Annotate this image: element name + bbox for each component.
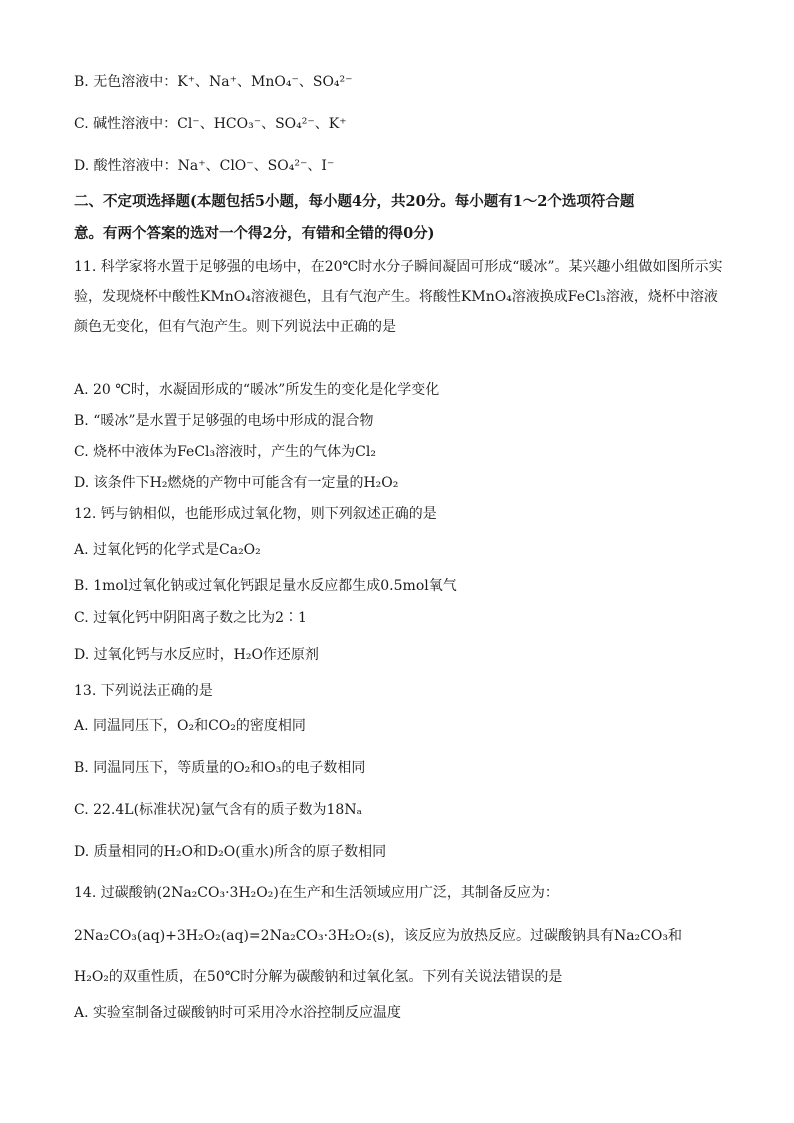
- question-11-stem-line-2: 验，发现烧杯中酸性KMnO₄溶液褪色，且有气泡产生。将酸性KMnO₄溶液换成FeCl₃溶液，烧杯中溶液: [74, 289, 718, 305]
- section-heading-continued: 意。有两个答案的选对一个得2分，有错和全错的得0分): [74, 225, 435, 242]
- option-b-colorless-solution: B. 无色溶液中：K⁺、Na⁺、MnO₄⁻、SO₄²⁻: [74, 74, 353, 90]
- question-11-option-b: B. “暖冰”是水置于足够强的电场中形成的混合物: [74, 413, 374, 429]
- question-12-stem: 12. 钙与钠相似，也能形成过氧化物，则下列叙述正确的是: [74, 506, 437, 522]
- section-heading: 二、不定项选择题(本题包括5小题，每小题4分，共20分。每小题有1～2个选项符合题: [74, 193, 635, 210]
- question-14-stem-line-3: H₂O₂的双重性质，在50℃时分解为碳酸钠和过氧化氢。下列有关说法错误的是: [74, 969, 563, 985]
- question-13-option-b: B. 同温同压下，等质量的O₂和O₃的电子数相同: [74, 760, 366, 776]
- option-c-basic-solution: C. 碱性溶液中：Cl⁻、HCO₃⁻、SO₄²⁻、K⁺: [74, 116, 347, 132]
- question-12-option-d: D. 过氧化钙与水反应时，H₂O作还原剂: [74, 647, 319, 663]
- question-13-option-c: C. 22.4L(标准状况)氩气含有的质子数为18Nₐ: [74, 802, 362, 818]
- question-14-reaction-equation: 2Na₂CO₃(aq)+3H₂O₂(aq)=2Na₂CO₃·3H₂O₂(s)，该反应为放热反应。过碳酸钠具有Na₂CO₃和: [74, 928, 682, 944]
- question-13-stem: 13. 下列说法正确的是: [74, 683, 213, 699]
- question-14-stem: 14. 过碳酸钠(2Na₂CO₃·3H₂O₂)在生产和生活领域应用广泛，其制备反应为：: [74, 885, 559, 901]
- question-13-option-a: A. 同温同压下，O₂和CO₂的密度相同: [74, 718, 306, 734]
- question-12-option-b: B. 1mol过氧化钠或过氧化钙跟足量水反应都生成0.5mol氧气: [74, 578, 457, 594]
- question-11-stem: 11. 科学家将水置于足够强的电场中，在20℃时水分子瞬间凝固可形成“暖冰”。某兴趣小组做如图所示实: [74, 259, 723, 275]
- question-12-option-c: C. 过氧化钙中阴阳离子数之比为2∶1: [74, 610, 307, 626]
- question-11-option-d: D. 该条件下H₂燃烧的产物中可能含有一定量的H₂O₂: [74, 475, 399, 491]
- question-11-option-c: C. 烧杯中液体为FeCl₃溶液时，产生的气体为Cl₂: [74, 444, 376, 460]
- question-11-stem-line-3: 颜色无变化，但有气泡产生。则下列说法中正确的是: [74, 319, 396, 335]
- question-11-option-a: A. 20 ℃时，水凝固形成的“暖冰”所发生的变化是化学变化: [74, 382, 440, 398]
- question-14-option-a: A. 实验室制备过碳酸钠时可采用冷水浴控制反应温度: [74, 1005, 402, 1021]
- question-12-option-a: A. 过氧化钙的化学式是Ca₂O₂: [74, 542, 261, 558]
- question-13-option-d: D. 质量相同的H₂O和D₂O(重水)所含的原子数相同: [74, 844, 387, 860]
- option-d-acidic-solution: D. 酸性溶液中：Na⁺、ClO⁻、SO₄²⁻、I⁻: [74, 158, 335, 174]
